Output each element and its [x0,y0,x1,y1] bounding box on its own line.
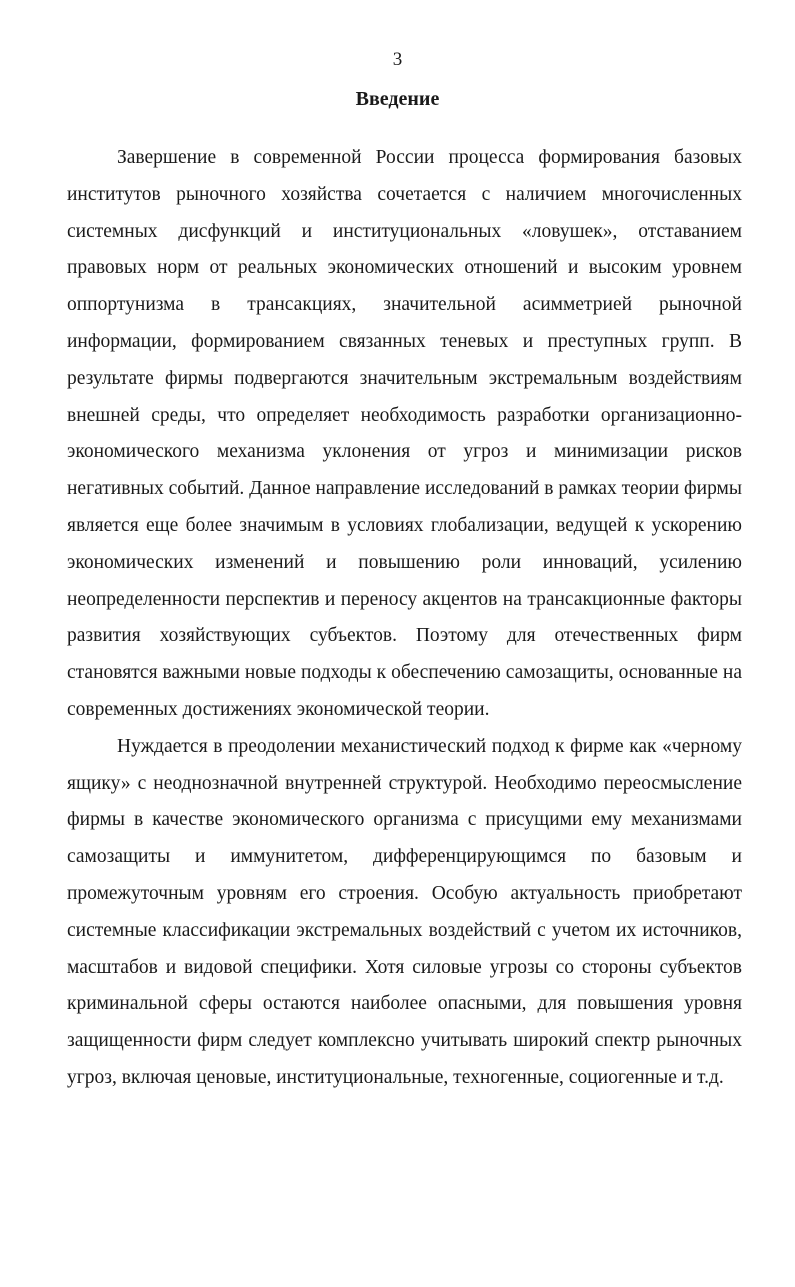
body-text [67,140,742,1097]
paragraph-2: Нуждается в преодолении механистический подход к фирме как «черному ящику» с неоднозначной внутренней структурой. Необходимо переосмысление фирмы в качестве экономического организма с присущими ему механизмами самозащиты и иммунитетом, дифференцирующимся по базовым и промежуточным уровням его строения. Особую актуальность приобретают системные классификации экстремальных воздействий с учетом их источников, масштабов и видовой специфики. Хотя силовые угрозы со стороны субъектов криминальной сферы остаются наиболее опасными, для повышения уровня защищенности фирм следует комплексно учитывать широкий спектр рыночных угроз, включая ценовые, институциональные, техногенные, социогенные и т.д. [67,735,742,1088]
paragraph-1: Завершение в современной России процесса формирования базовых институтов рыночного хозяйства сочетается с наличием многочисленных системных дисфункций и институциональных «ловушек», отставанием правовых норм от реальных экономических отношений и высоким уровнем оппортунизма в трансакциях, значительной асимметрией рыночной информации, формированием связанных теневых и преступных групп. В результате фирмы подвергаются значительным экстремальным воздействиям внешней среды, что определяет необходимость разработки организационно-экономического механизма уклонения от угроз и минимизации рисков негативных событий. Данное направление исследований в рамках теории фирмы является еще более значимым в условиях глобализации, ведущей к ускорению экономических изменений и повышению роли инноваций, усилению неопределенности перспектив и переносу акцентов на трансакционные факторы развития хозяйствующих субъектов. Поэтому для отечественных фирм становятся важными новые подходы к обеспечению самозащиты, основанные на современных достижениях экономической теории. [67,147,742,720]
section-heading: Введение [355,88,440,110]
page-number: 3 [392,49,403,70]
